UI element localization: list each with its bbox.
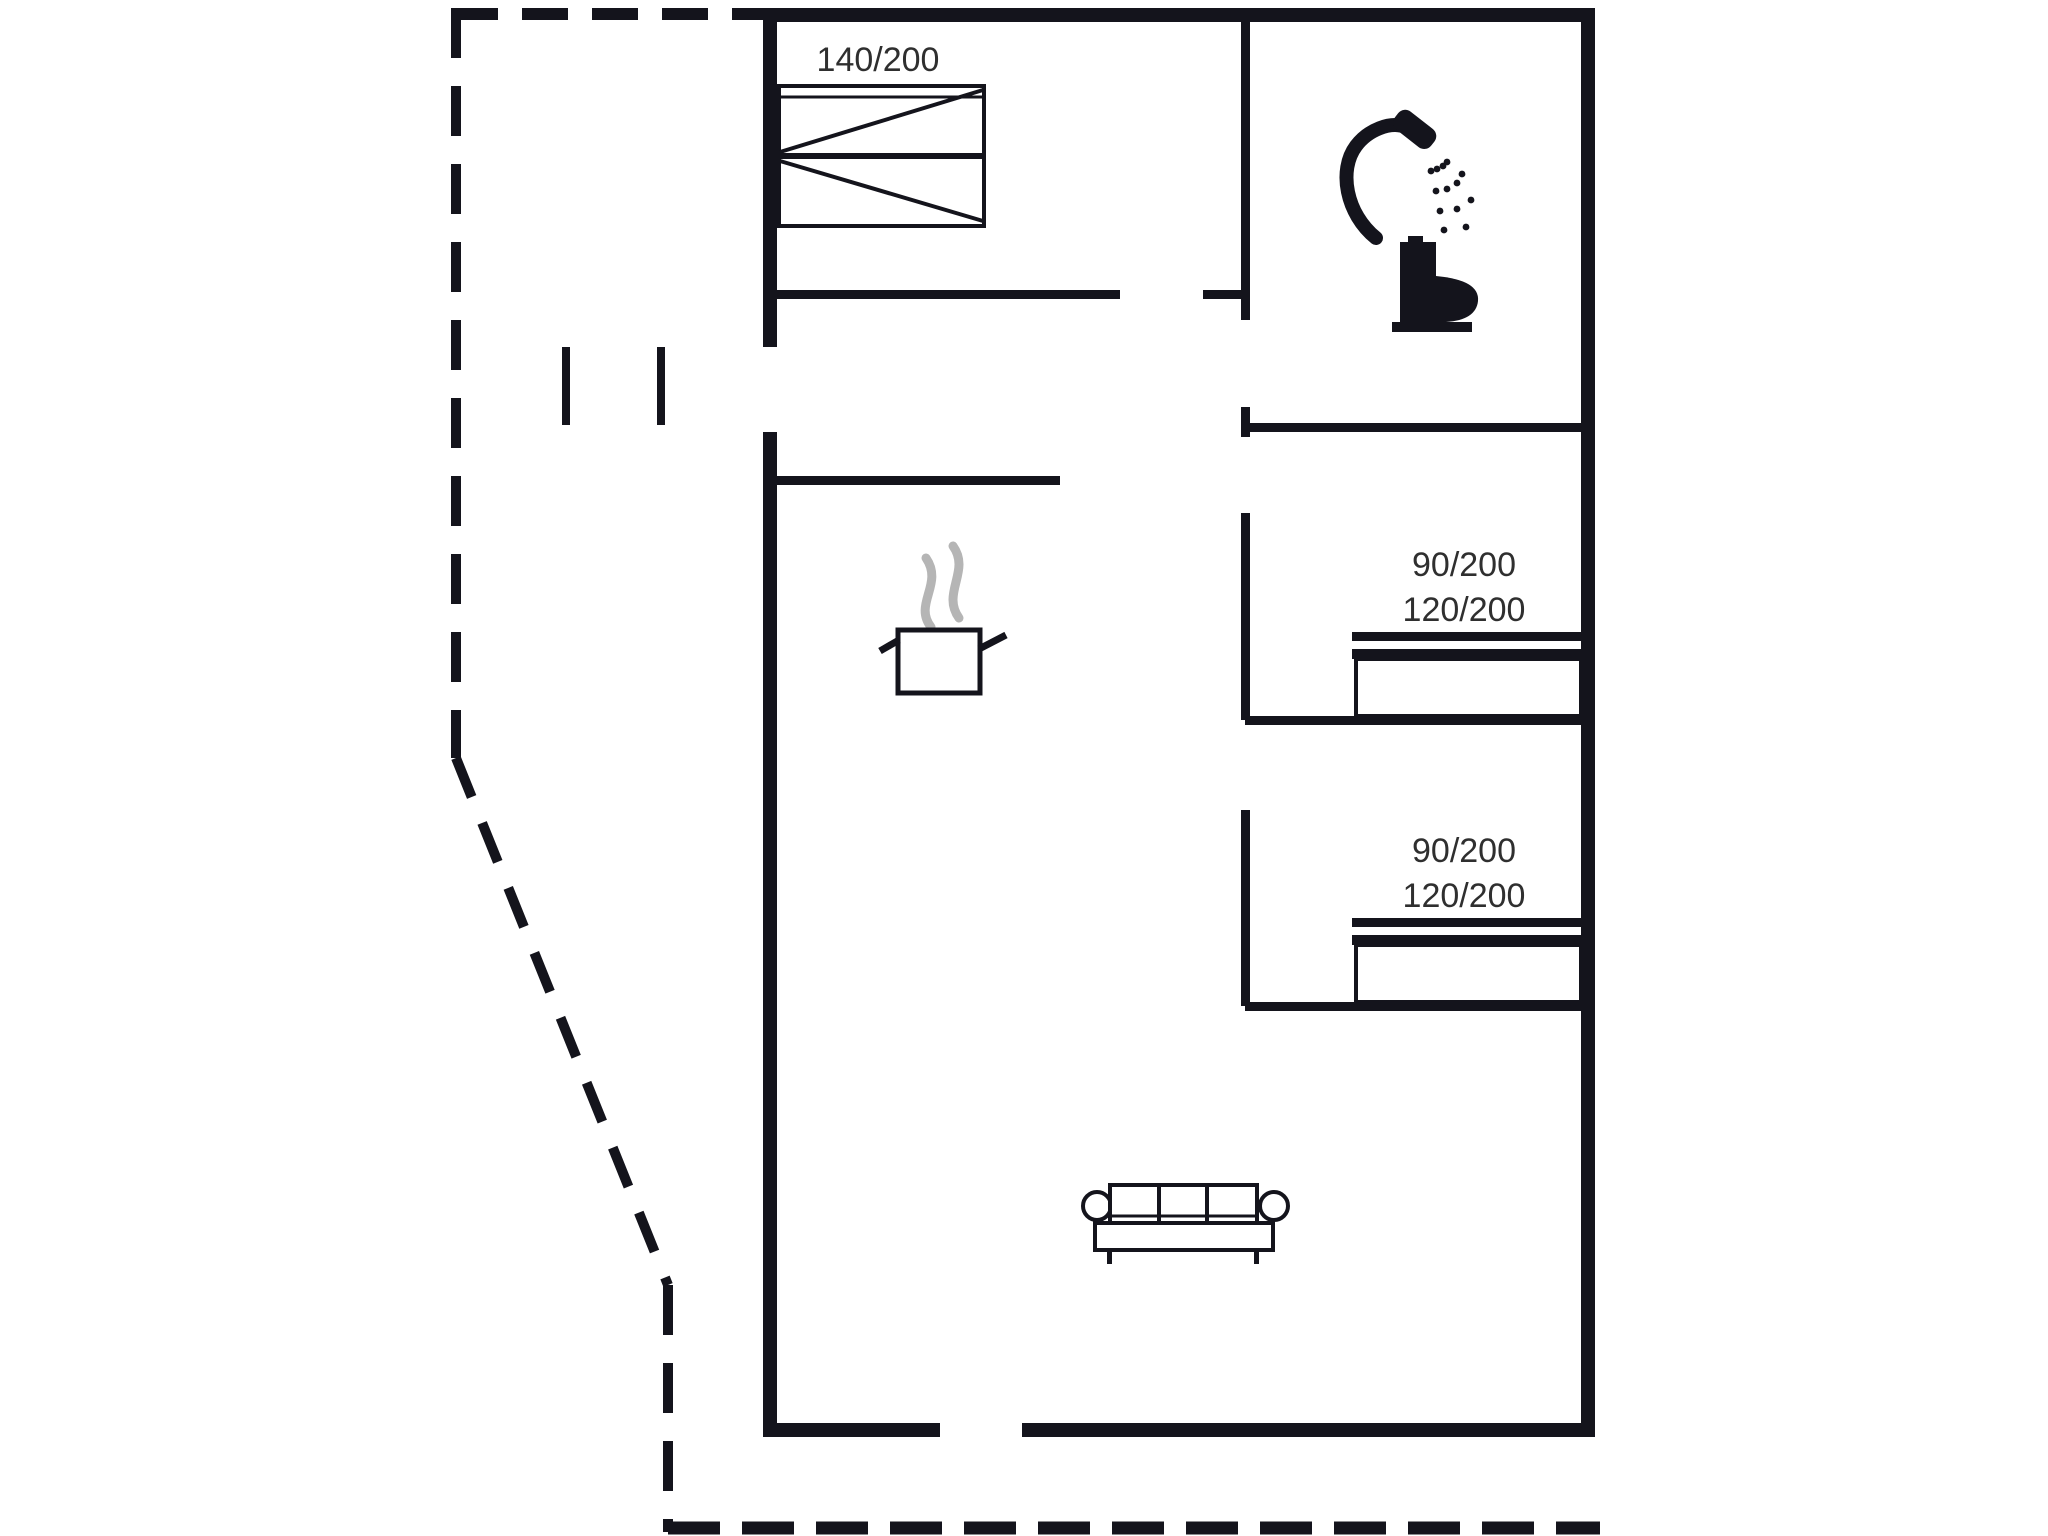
bunk-bed-icon (1352, 918, 1581, 1002)
shower-hose (1346, 125, 1406, 238)
steam-icon (953, 546, 959, 618)
wall-kitchen (777, 476, 1060, 485)
pot-handle-right (979, 635, 1006, 649)
bunk-top-rail (1352, 632, 1581, 641)
sofa-icon (1083, 1185, 1288, 1264)
shower-spray-dots (1428, 159, 1475, 234)
sofa-seat-frame (1095, 1223, 1273, 1250)
terrace-door-mark (657, 347, 665, 425)
wall-bedroom2-left (1241, 513, 1250, 720)
pot-body (898, 630, 980, 693)
terrace-outline-diagonal (456, 758, 668, 1285)
wall-bottom-right (1022, 1423, 1595, 1437)
toilet-base (1392, 322, 1472, 332)
terrace-door-mark (562, 347, 570, 425)
bunk-bed-icon (1352, 632, 1581, 716)
double-bed-icon (779, 86, 984, 226)
toilet-icon (1392, 236, 1478, 332)
steam-icon (925, 558, 932, 627)
bunk-mattress (1356, 945, 1581, 1002)
wall-bedroom1-bottom-stub (1203, 290, 1245, 299)
sofa-arm-right (1260, 1192, 1288, 1220)
toilet-tank (1400, 242, 1436, 322)
terrace-outline (452, 8, 1600, 1532)
shower-icon (1346, 106, 1474, 238)
wall-divider-bath-stub (1241, 407, 1250, 437)
wall-left-upper (763, 8, 777, 347)
bunk-mattress (1356, 659, 1581, 716)
wall-left-lower (763, 432, 777, 1437)
sofa-leg (1254, 1250, 1259, 1264)
bunk-top-rail (1352, 918, 1581, 927)
bed-size-label: 120/200 (1402, 591, 1526, 629)
wall-divider-upper (1241, 22, 1250, 320)
sofa-leg (1107, 1250, 1112, 1264)
bed-size-label: 140/200 (816, 41, 940, 79)
sofa-arm-left (1083, 1192, 1111, 1220)
wall-bottom-left (763, 1423, 940, 1437)
toilet-bowl (1436, 276, 1478, 322)
wall-bedroom3-left (1241, 810, 1250, 1006)
shower-head (1389, 106, 1439, 152)
wall-bedroom1-bottom (777, 290, 1120, 299)
wall-bathroom-bottom (1245, 423, 1581, 432)
cooking-pot-icon (880, 546, 1006, 693)
bed-size-label: 90/200 (1412, 832, 1516, 870)
wall-right (1581, 8, 1595, 1437)
bed-size-label: 90/200 (1412, 546, 1516, 584)
bed-size-label: 120/200 (1402, 877, 1526, 915)
wall-top (763, 8, 1595, 22)
